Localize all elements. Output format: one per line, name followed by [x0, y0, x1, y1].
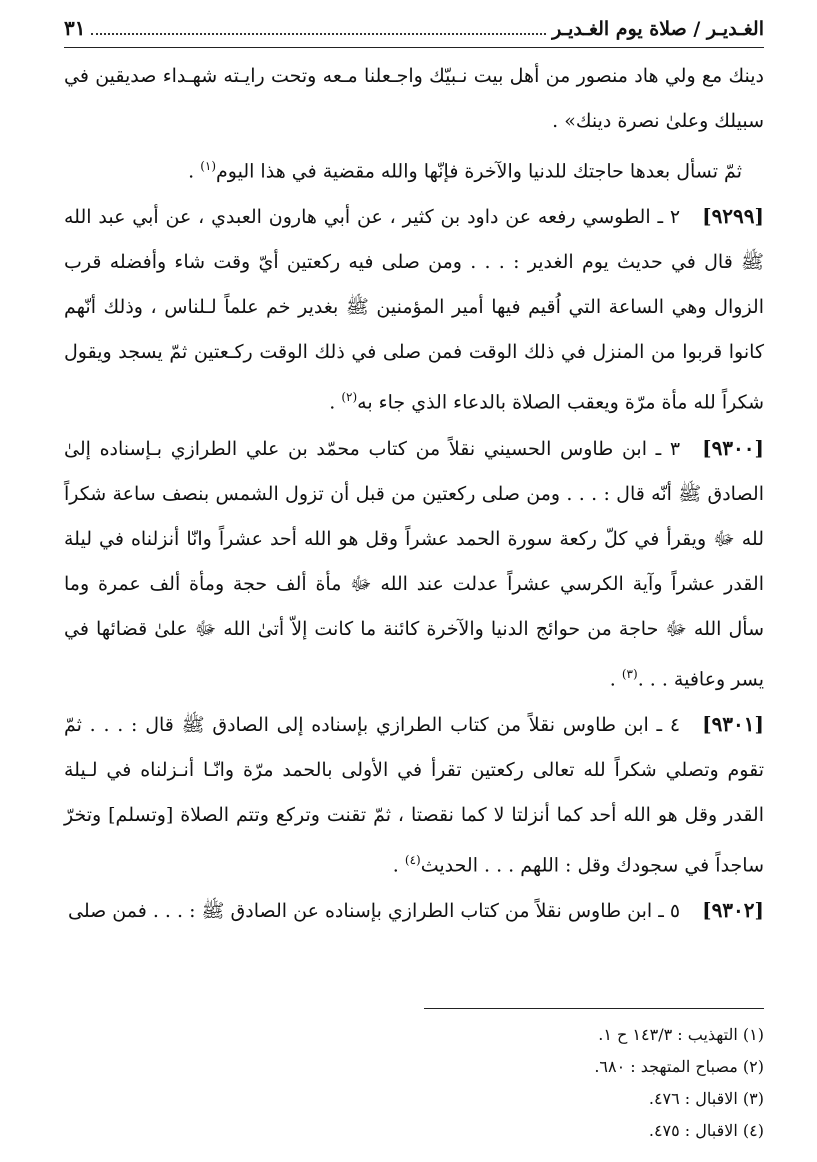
hadith-text: ٤ ـ ابن طاوس نقلاً من كتاب الطرازي بإسناده إلى الصادق ﷺ قال : . . . ثمّ تقوم وتصلي شكراً لله تعالى ركعتين تقرأ في الأولى بالحمد مرّة وانّـا أنـزلناه في لـيلة القدر وقل هو الله أحد كما أنزلتا لا كما نقصتا ، ثمّ تقنت وتركع وتتم الصلاة [وتسلم] وتخرّ ساجداً في سجودك وقل : اللهم . . . الحديث [64, 713, 764, 877]
hadith-entry: [٩٣٠٠]٣ ـ ابن طاوس الحسيني نقلاً من كتاب محمّد بن علي الطرازي بـإسناده إلىٰ الصادق ﷺ أنّه قال : . . . ومن صلى ركعتين من قبل أن تزول الشمس بنصف ساعة شكراً لله ﷻ ويقرأ في كلّ ركعة سورة الحمد عشراً وقل هو الله أحد عشراً وانّا أنزلناه في ليلة القدر عشراً وآية الكرسي عشراً عدلت عند الله ﷻ مأة ألف حجة ومأة ألف عمرة وما سأل الله ﷻ حاجة من حوائج الدنيا والآخرة كائنة ما كانت إلاّ أتىٰ الله ﷻ علىٰ قضائها في يسر وعافية . . .$^{(٣)}$ . [64, 426, 764, 702]
footnotes [64, 1008, 764, 1147]
hadith-number: [٩٣٠٠] [702, 435, 764, 460]
running-title: الغـديـر / صلاة يوم الغـديـر [552, 18, 764, 40]
hadith-text: ٢ ـ الطوسي رفعه عن داود بن كثير ، عن أبي هارون العبدي ، عن أبي عبد الله ﷺ قال في حديث يوم الغدير : . . . ومن صلى فيه ركعتين أيّ وقت شاء وأفضله قرب الزوال وهي الساعة التي اُقيم فيها أمير المؤمنين ﷺ بغدير خم علماً لـلناس ، وذلك أنّهم كانوا قربوا من المنزل في ذلك الوقت فمن صلى في ذلك الوقت ركـعتين ثمّ يسجد ويقول شكراً لله مأة مرّة ويعقب الصلاة بالدعاء الذي جاء به [64, 206, 764, 414]
hadith-entry: [٩٣٠١]٤ ـ ابن طاوس نقلاً من كتاب الطرازي بإسناده إلى الصادق ﷺ قال : . . . ثمّ تقوم وتصلي شكراً لله تعالى ركعتين تقرأ في الأولى بالحمد مرّة وانّـا أنـزلناه في لـيلة القدر وقل هو الله أحد كما أنزلتا لا كما نقصتا ، ثمّ تقنت وتركع وتتم الصلاة [وتسلم] وتخرّ ساجداً في سجودك وقل : اللهم . . . الحديث$^{(٤)}$ . [64, 702, 764, 888]
footnote-ref: (٤) [404, 852, 421, 867]
paragraph-continuation [64, 54, 764, 144]
hadith-number: [٩٣٠٢] [702, 898, 764, 923]
hadith-number: [٩٢٩٩] [702, 204, 764, 229]
hadith-entry: [٩٢٩٩]٢ ـ الطوسي رفعه عن داود بن كثير ، عن أبي هارون العبدي ، عن أبي عبد الله ﷺ قال في حديث يوم الغدير : . . . ومن صلى فيه ركعتين أيّ وقت شاء وأفضله قرب الزوال وهي الساعة التي اُقيم فيها أمير المؤمنين ﷺ بغدير خم علماً لـلناس ، وذلك أنّهم كانوا قربوا من المنزل في ذلك الوقت فمن صلى في ذلك الوقت ركـعتين ثمّ يسجد ويقول شكراً لله مأة مرّة ويعقب الصلاة بالدعاء الذي جاء به$^{(٢)}$ . [64, 194, 764, 425]
footnote-item: (٢) مصباح المتهجد : ٦٨٠. [594, 1057, 764, 1076]
running-header [64, 16, 764, 48]
footnote-item: (٣) الاقبال : ٤٧٦. [648, 1089, 764, 1108]
page-number: ٣١ [64, 16, 86, 40]
paragraph-text: دينك مع ولي هاد منصور من أهل بيت نـبيّك واجـعلنا مـعه وتحت رايـته شهـداء صديقين في سبيلك وعلىٰ نصرة دينك» . [64, 65, 764, 132]
paragraph-text: ثمّ تسأل بعدها حاجتك للدنيا والآخرة فإنّها والله مقضية في هذا اليوم [216, 160, 742, 183]
hadith-number: [٩٣٠١] [702, 711, 764, 736]
hadith-entry [64, 888, 764, 934]
hadith-text: ٣ ـ ابن طاوس الحسيني نقلاً من كتاب محمّد بن علي الطرازي بـإسناده إلىٰ الصادق ﷺ أنّه قال : . . . ومن صلى ركعتين من قبل أن تزول الشمس بنصف ساعة شكراً لله ﷻ ويقرأ في كلّ ركعة سورة الحمد عشراً وقل هو الله أحد عشراً وانّا أنزلناه في ليلة القدر عشراً وآية الكرسي عشراً عدلت عند الله ﷻ مأة ألف حجة ومأة ألف عمرة وما سأل الله ﷻ حاجة من حوائج الدنيا والآخرة كائنة ما كانت إلاّ أتىٰ الله ﷻ علىٰ قضائها في يسر وعافية . . . [64, 437, 764, 690]
footnote-item: (١) التهذيب : ١٤٣/٣ ح ١. [598, 1025, 764, 1044]
footnote-ref: (١) [200, 159, 217, 173]
footnote-ref: (٢) [341, 390, 358, 405]
hadith-text: ٥ ـ ابن طاوس نقلاً من كتاب الطرازي بإسناده عن الصادق ﷺ : . . . فمن صلى [67, 900, 681, 923]
footnote-divider [424, 1008, 764, 1009]
footnote-ref: (٣) [621, 666, 638, 681]
header-dot-leader [91, 33, 546, 35]
paragraph-closing: ثمّ تسأل بعدها حاجتك للدنيا والآخرة فإنّها والله مقضية في هذا اليوم$^{(١)}$ . [188, 159, 742, 183]
page-body [64, 16, 764, 934]
footnote-item: (٤) الاقبال : ٤٧٥. [648, 1121, 764, 1140]
